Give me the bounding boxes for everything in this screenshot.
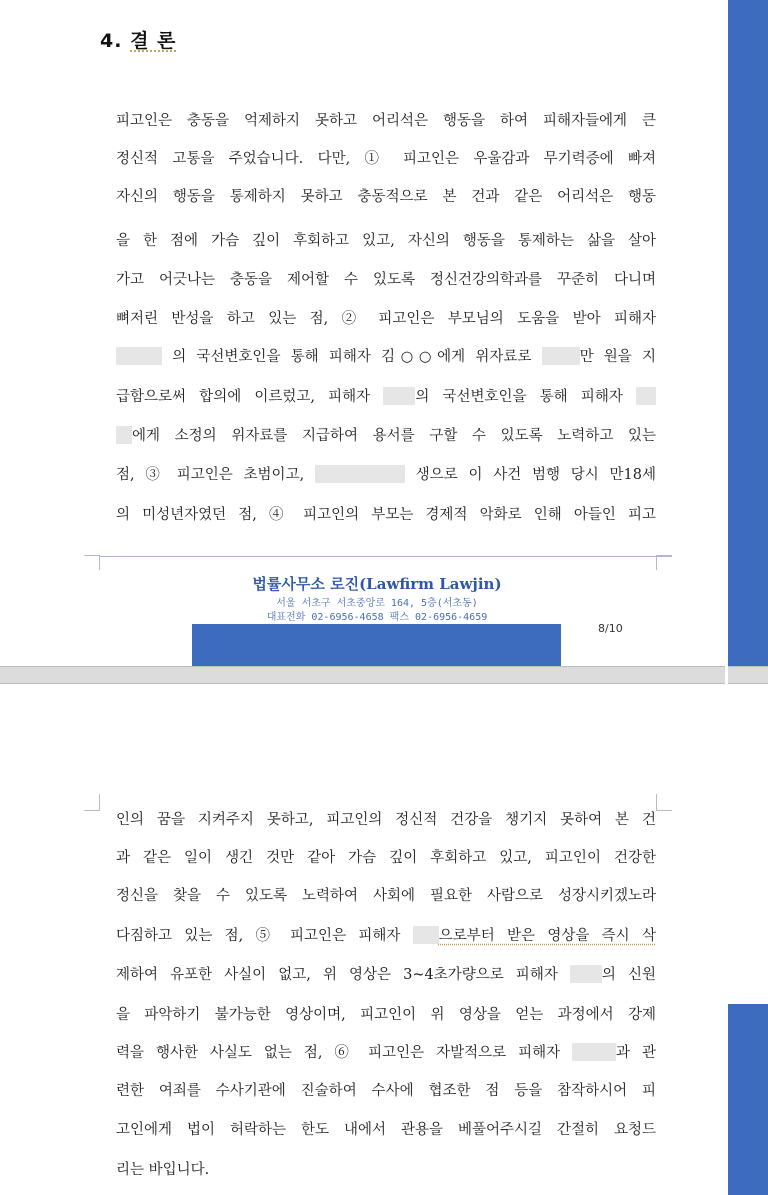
page-separator: [0, 666, 768, 684]
body-line: 련한 여죄를 수사기관에 진술하여 수사에 협조한 점 등을 참작하시어 피: [116, 1083, 656, 1099]
crop-mark: [84, 810, 100, 811]
crop-mark: [656, 556, 657, 570]
body-line: [116, 926, 656, 946]
body-text: 의 국선변호인을 통해 피해자 김○○에게 위자료로: [172, 349, 542, 365]
body-text: 에게 소정의 위자료를 지급하여 용서를 구할 수 있도록 노력하고 있는: [132, 428, 656, 444]
section-heading: [100, 26, 176, 53]
body-line: [116, 965, 656, 985]
firm-telephone: 대표전화 02-6956-4658 팩스 02-6956-4659: [266, 612, 488, 623]
body-line: 고인에게 법이 허락하는 한도 내에서 관용을 베풀어주시길 간절히 요청드: [116, 1122, 656, 1138]
crop-mark: [656, 794, 657, 810]
body-text: 으로부터 받은 영상을 즉시 삭: [438, 928, 656, 944]
body-line: 뼈저린 반성을 하고 있는 점, ② 피고인은 부모님의 도움을 받아 피해자: [116, 311, 656, 327]
body-line: 피고인은 충동을 억제하지 못하고 어리석은 행동을 하여 피해자들에게 큰: [116, 113, 656, 129]
redaction-box: [383, 387, 415, 405]
redaction-box: [542, 347, 580, 365]
crop-mark: [656, 810, 672, 811]
body-text: 제하여 유포한 사실이 없고, 위 영상은 3~4초가량으로 피해자: [116, 967, 570, 983]
section-title: 결 론: [130, 30, 177, 52]
body-text: 급함으로써 합의에 이르렀고, 피해자: [116, 389, 384, 405]
crop-mark: [84, 555, 100, 556]
body-line: 정신적 고통을 주었습니다. 다만, ① 피고인은 우울감과 무기력증에 빠져: [116, 151, 656, 167]
body-line: 리는 바입니다.: [116, 1162, 210, 1178]
body-line: 자신의 행동을 통제하지 못하고 충동적으로 본 건과 같은 어리석은 행동: [116, 189, 656, 205]
section-number: 4.: [100, 30, 123, 52]
page-separator-edge: [0, 666, 768, 667]
body-text: 점, ③ 피고인은 초범이고,: [116, 467, 315, 483]
body-text: 의 국선변호인을 통해 피해자: [415, 389, 636, 405]
body-text: 력을 행사한 사실도 없는 점, ⑥ 피고인은 자발적으로 피해자: [116, 1045, 573, 1061]
body-text: 만 원을 지: [579, 349, 657, 365]
crop-mark: [99, 794, 100, 810]
footer-blue-band: [192, 624, 561, 666]
body-text: 의 신원: [601, 967, 656, 983]
firm-name: 법률사무소 로진(Lawfirm Lawjin): [252, 575, 502, 593]
side-blue-band: [728, 0, 768, 666]
document-page-9: [0, 684, 725, 1195]
body-line: [116, 1043, 656, 1063]
body-line: 인의 꿈을 지켜주지 못하고, 피고인의 정신적 건강을 챙기지 못하여 본 건: [116, 812, 656, 828]
body-text: 과 관: [616, 1045, 656, 1061]
body-text: 다짐하고 있는 점, ⑤ 피고인은 피해자: [116, 928, 413, 944]
body-text: 생으로 이 사건 범행 당시 만18세: [404, 467, 656, 483]
redaction-box: [636, 387, 656, 405]
redaction-box: [570, 965, 602, 983]
body-line: [116, 347, 656, 367]
redaction-box: [116, 426, 132, 444]
body-line: [116, 426, 656, 446]
firm-address: 서울 서초구 서초중앙로 164, 5층(서초동): [276, 598, 478, 609]
redaction-box: [572, 1043, 616, 1061]
body-line: 의 미성년자였던 점, ④ 피고인의 부모는 경제적 악화로 인해 아들인 피고: [116, 507, 656, 523]
footer-divider: [100, 556, 672, 557]
body-line: 과 같은 일이 생긴 것만 같아 가슴 깊이 후회하고 있고, 피고인이 건강한: [116, 850, 656, 866]
redaction-box: [413, 926, 439, 944]
redaction-box: [116, 347, 162, 365]
side-blue-band: [728, 1004, 768, 1195]
body-line: [116, 387, 656, 407]
body-line: [116, 465, 656, 485]
body-line: 가고 어긋나는 충동을 제어할 수 있도록 정신건강의학과를 꾸준히 다니며: [116, 272, 656, 288]
body-line: 정신을 찾을 수 있도록 노력하여 사회에 필요한 사람으로 성장시키겠노라: [116, 888, 656, 904]
crop-mark: [99, 556, 100, 570]
body-line: 을 파악하기 불가능한 영상이며, 피고인이 위 영상을 얻는 과정에서 강제: [116, 1007, 656, 1023]
redaction-box: [315, 465, 405, 483]
body-line: 을 한 점에 가슴 깊이 후회하고 있고, 자신의 행동을 통제하는 삶을 살아: [116, 233, 656, 249]
page-number: 8/10: [598, 622, 623, 635]
